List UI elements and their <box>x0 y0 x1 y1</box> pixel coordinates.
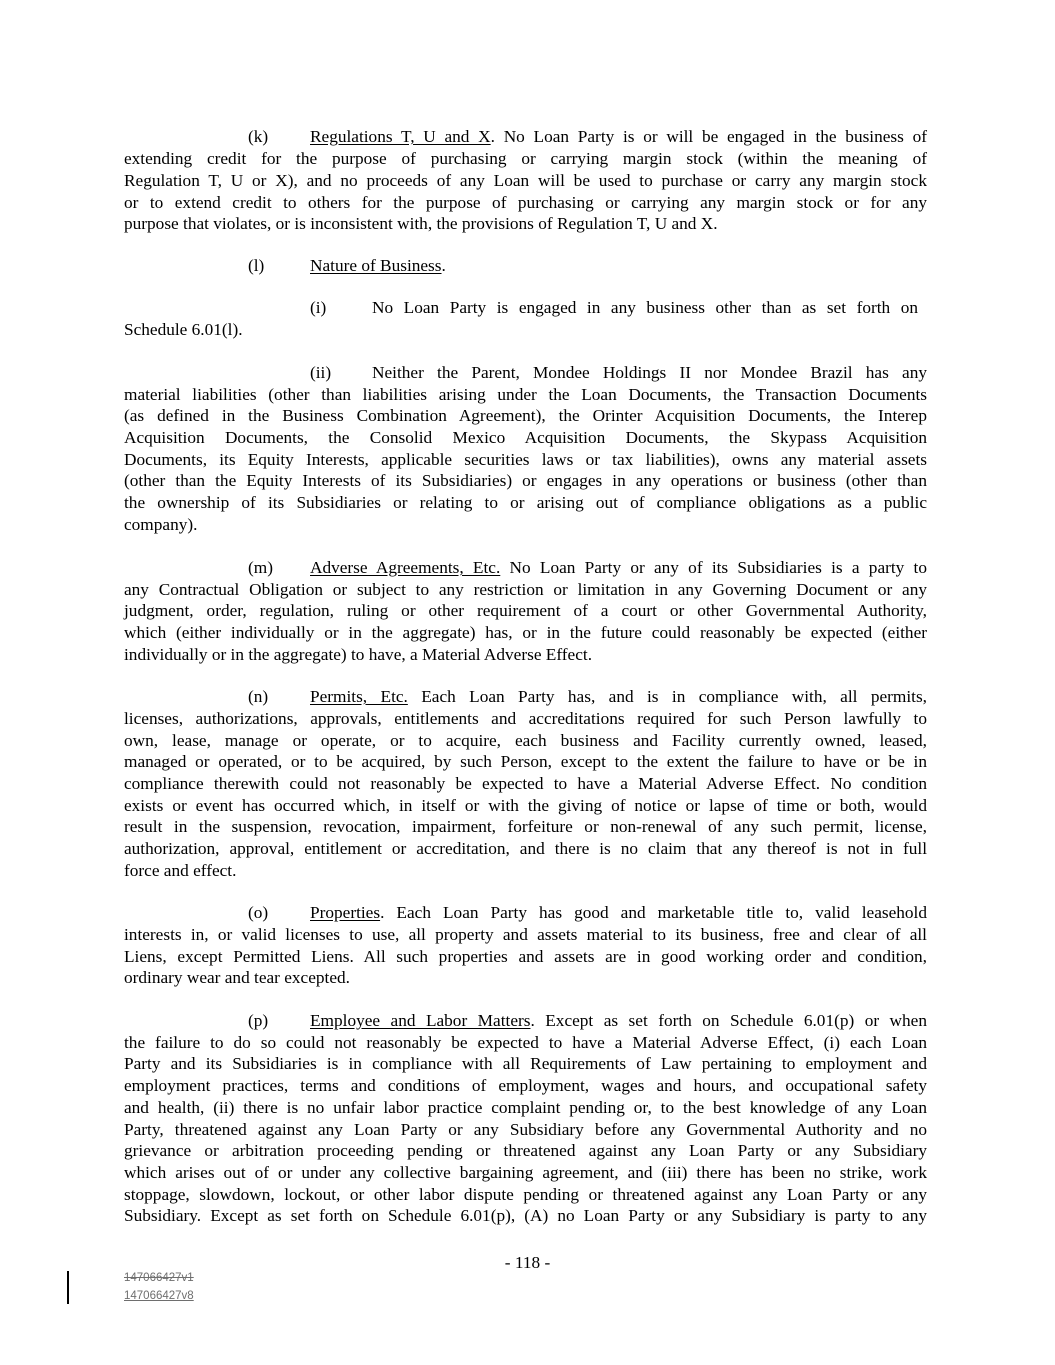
section-l-ii-line: Acquisition Documents, the Consolid Mexico Acquisition Documents, the Skypass Acquisition <box>124 428 927 447</box>
section-o-label: (o) <box>248 903 269 922</box>
section-m-line: No Loan Party or any of its Subsidiaries is a party to <box>500 558 927 577</box>
section-l-ii-line: Documents, its Equity Interests, applicable securities laws or tax liabilities), owns any material assets <box>124 450 927 469</box>
section-n-line: own, lease, manage or operate, or to acquire, each business and Facility currently owned, leased, <box>124 731 927 750</box>
section-n-line: authorization, approval, entitlement or accreditation, and there is no claim that any thereof is not in full <box>124 839 927 858</box>
section-m-line: individually or in the aggregate) to have, a Material Adverse Effect. <box>124 645 593 664</box>
section-l-ii-line: company). <box>124 515 198 534</box>
section-p-line: employment practices, terms and conditions of employment, wages and hours, and occupational safety <box>124 1076 927 1095</box>
section-o-line: . Each Loan Party has good and marketable title to, valid leasehold <box>380 903 927 922</box>
change-bar <box>67 1271 69 1304</box>
section-l-heading: Nature of Business <box>310 256 442 275</box>
section-p-line: Party, threatened against any Loan Party or any Subsidiary before any Governmental Authority and no <box>124 1120 927 1139</box>
section-m-heading: Adverse Agreements, Etc. <box>310 558 501 577</box>
section-n-line: managed or operated, or to be acquired, by such Person, except to the extent the failure to have or be in <box>124 752 927 771</box>
section-m-line: judgment, order, regulation, ruling or other requirement of a court or other Governmental Authority, <box>124 601 927 620</box>
page-number: - 118 - <box>504 1253 551 1272</box>
section-p-line: which arises out of or under any collective bargaining agreement, and (iii) there has been no strike, work <box>124 1163 927 1182</box>
section-n-line: Each Loan Party has, and is in compliance with, all permits, <box>407 687 927 706</box>
doc-id-new: 147066427v8 <box>124 1290 194 1302</box>
section-k-line: or to extend credit to others for the purpose of purchasing or carrying any margin stock or for any <box>124 193 927 212</box>
section-k-line: Regulation T, U or X), and no proceeds of any Loan will be used to purchase or carry any margin stock <box>124 171 927 190</box>
section-l-i-line: No Loan Party is engaged in any business other than as set forth on <box>372 298 918 317</box>
section-n-label: (n) <box>248 687 269 706</box>
section-l-ii-label: (ii) <box>310 363 332 382</box>
section-p-line: and health, (ii) there is no unfair labor practice complaint pending or, to the best knowledge of any Loan <box>124 1098 927 1117</box>
section-p-line: stoppage, slowdown, lockout, or other labor dispute pending or threatened against any Loan Party or any <box>124 1185 927 1204</box>
section-m-label: (m) <box>248 558 273 577</box>
doc-id-old: 147066427v1 <box>124 1272 194 1284</box>
section-n-first-line <box>310 686 927 708</box>
section-p-label: (p) <box>248 1011 269 1030</box>
section-n-heading: Permits, Etc. <box>310 687 408 706</box>
section-l-heading-suffix: . <box>441 256 446 275</box>
section-p-line: grievance or arbitration proceeding pending or threatened against any Loan Party or any Subsidiary <box>124 1141 927 1160</box>
section-k-heading: Regulations T, U and X <box>310 127 491 146</box>
section-k-line: purpose that violates, or is inconsistent with, the provisions of Regulation T, U and X. <box>124 214 718 233</box>
section-p-line: . Except as set forth on Schedule 6.01(p) or when <box>530 1011 927 1030</box>
section-m-first-line <box>310 557 927 579</box>
section-k-first-line <box>310 126 927 148</box>
section-n-line: exists or event has occurred which, in itself or with the giving of notice or lapse of time or both, would <box>124 796 927 815</box>
section-p-heading: Employee and Labor Matters <box>310 1011 531 1030</box>
section-o-heading: Properties <box>310 903 381 922</box>
section-l-first-line <box>310 255 446 277</box>
section-k-line: extending credit for the purpose of purchasing or carrying margin stock (within the meaning of <box>124 149 927 168</box>
section-o-first-line <box>310 902 927 924</box>
section-l-ii-line: (other than the Equity Interests of its Subsidiaries) or engages in any operations or business (other than <box>124 471 927 490</box>
section-p-line: Subsidiary. Except as set forth on Schedule 6.01(p), (A) no Loan Party or any Subsidiary is party to any <box>124 1206 927 1225</box>
section-m-line: which (either individually or in the aggregate) has, or in the future could reasonably be expected (either <box>124 623 927 642</box>
section-l-ii-line: the ownership of its Subsidiaries or relating to or arising out of compliance obligations as a public <box>124 493 927 512</box>
section-l-ii-line: (as defined in the Business Combination Agreement), the Orinter Acquisition Documents, the Interep <box>124 406 927 425</box>
section-l-ii-line: material liabilities (other than liabilities arising under the Loan Documents, the Transaction Documents <box>124 385 927 404</box>
section-n-line: compliance therewith could not reasonably be expected to have a Material Adverse Effect. No condition <box>124 774 927 793</box>
section-o-line: interests in, or valid licenses to use, all property and assets material to its business, free and clear of all <box>124 925 927 944</box>
section-k-label: (k) <box>248 127 269 146</box>
section-k-line: . No Loan Party is or will be engaged in the business of <box>490 127 927 146</box>
section-o-line: Liens, except Permitted Liens. All such properties and assets are in good working order and condition, <box>124 947 927 966</box>
section-l-ii-line: Neither the Parent, Mondee Holdings II nor Mondee Brazil has any <box>372 363 927 382</box>
section-n-line: force and effect. <box>124 861 237 880</box>
section-p-line: Party and its Subsidiaries is in compliance with all Requirements of Law pertaining to employment and <box>124 1054 927 1073</box>
section-p-first-line <box>310 1010 927 1032</box>
section-n-line: result in the suspension, revocation, impairment, forfeiture or non-renewal of any such permit, license, <box>124 817 927 836</box>
section-l-label: (l) <box>248 256 265 275</box>
section-n-line: licenses, authorizations, approvals, entitlements and accreditations required for such Person lawfully to <box>124 709 927 728</box>
section-m-line: any Contractual Obligation or subject to any restriction or limitation in any Governing Document or any <box>124 580 927 599</box>
section-p-line: the failure to do so could not reasonably be expected to have a Material Adverse Effect, (i) each Loan <box>124 1033 927 1052</box>
section-o-line: ordinary wear and tear excepted. <box>124 968 350 987</box>
section-l-i-line: Schedule 6.01(l). <box>124 320 243 339</box>
section-l-i-label: (i) <box>310 298 327 317</box>
